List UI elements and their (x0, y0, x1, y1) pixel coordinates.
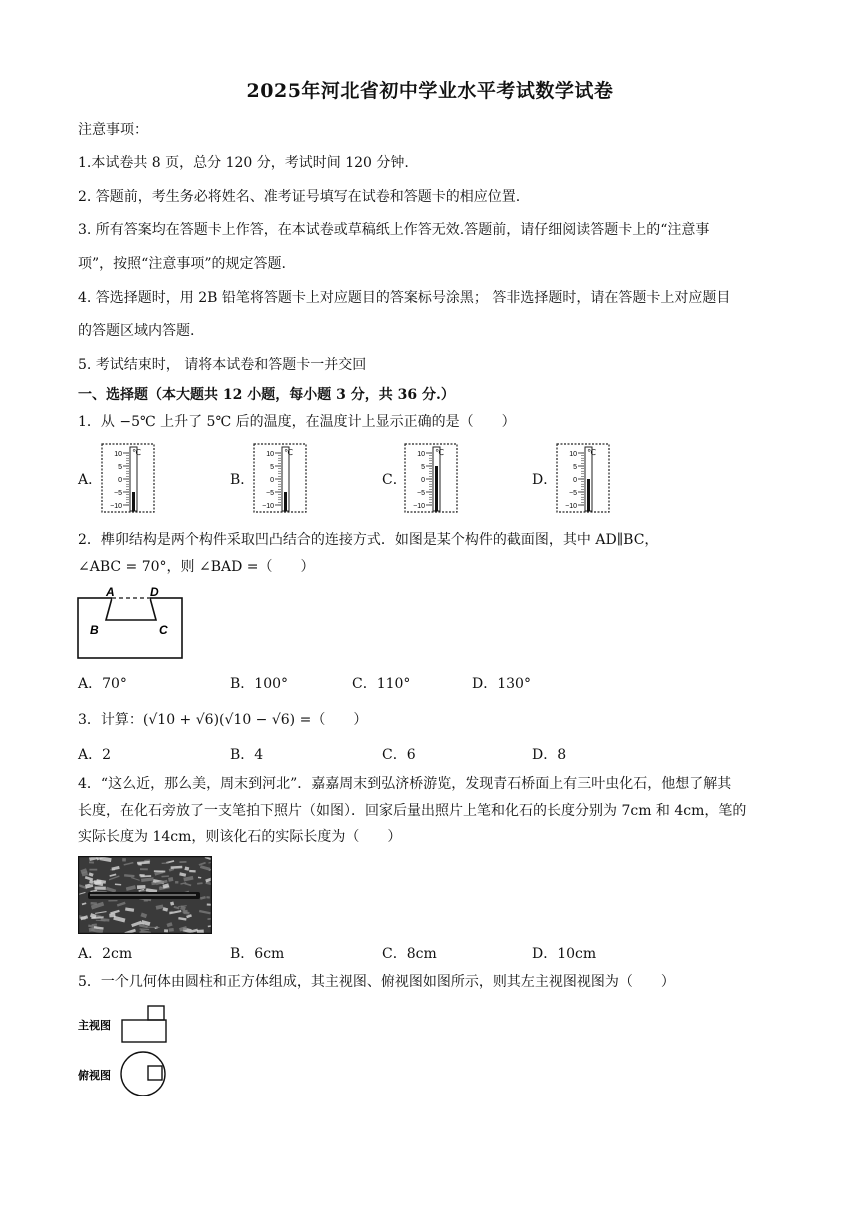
q2-option-a: A．70° (78, 676, 127, 692)
q3-option-b: B．4 (230, 747, 264, 763)
exam-title: 2025年河北省初中学业水平考试数学试卷 (246, 80, 614, 102)
section-heading: 一、选择题（本大题共 12 小题，每小题 3 分，共 36 分.） (78, 387, 455, 403)
notice-item-4: 4. 答选择题时，用 2B 铅笔将答题卡上对应题目的答案标号涂黑； 答非选择题时，请在答题卡上对应题目 (78, 290, 731, 306)
q4-stem-line3: 实际长度为 14cm，则该化石的实际长度为（ ） (78, 829, 402, 845)
thermometer-tick-label: 5 (573, 464, 577, 471)
q3-option-c: C．6 (382, 747, 416, 763)
q2-stem-line2: ∠ABC = 70°，则 ∠BAD =（ ） (78, 559, 315, 575)
notice-item-3-cont: 项”，按照“注意事项”的规定答题. (78, 256, 286, 272)
q1-thermometer-b (253, 443, 307, 513)
notice-item-1: 1.本试卷共 8 页，总分 120 分，考试时间 120 分钟. (78, 155, 409, 171)
stone-speck (89, 869, 97, 871)
notice-heading: 注意事项： (78, 122, 148, 138)
notice-item-3: 3. 所有答案均在答题卡上作答，在本试卷或草稿纸上作答无效.答题前，请仔细阅读答题卡上的“注意事 (78, 222, 710, 238)
q4-option-b: B．6cm (230, 946, 285, 962)
thermometer-frame (557, 444, 609, 512)
thermometer-tick-label: −10 (110, 503, 122, 510)
thermometer-tick-label: 10 (417, 451, 425, 458)
thermometer-tick-label: 10 (266, 451, 274, 458)
thermometer-frame (254, 444, 306, 512)
stone-speck (140, 868, 148, 870)
q5-top-view-label: 俯视图 (78, 1070, 111, 1082)
q4-option-a: A．2cm (78, 946, 133, 962)
q1-thermometer-d (556, 443, 610, 513)
stone-speck (154, 870, 165, 872)
thermometer-tick-label: −5 (569, 490, 577, 497)
q2-label-b: B (90, 623, 99, 637)
thermometer-tick-label: 0 (270, 477, 274, 484)
q4-option-d: D．10cm (532, 946, 597, 962)
q5-front-cylinder (122, 1020, 166, 1042)
q5-front-cube (148, 1006, 164, 1020)
thermometer-tick-label: −5 (417, 490, 425, 497)
stone-speck (137, 885, 146, 889)
q4-option-c: C．8cm (382, 946, 437, 962)
q4-stem-line2: 长度，在化石旁放了一支笔拍下照片（如图）．回家后量出照片上笔和化石的长度分别为 7cm 和 4cm，笔的 (78, 803, 747, 819)
thermometer-tick-label: −10 (262, 503, 274, 510)
thermometer-tick-label: 5 (118, 464, 122, 471)
q2-label-a: A (106, 585, 115, 599)
thermometer-frame (405, 444, 457, 512)
stone-speck (189, 870, 196, 873)
q2-label-d: D (150, 585, 159, 599)
thermometer-tick-label: −10 (565, 503, 577, 510)
thermometer-liquid (132, 492, 135, 511)
q3-option-a: A．2 (78, 747, 112, 763)
stone-speck (95, 886, 106, 889)
thermometer-liquid (435, 466, 438, 511)
stone-speck (139, 874, 144, 877)
stone-speck (89, 861, 94, 863)
thermometer-tick-label: 5 (270, 464, 274, 471)
thermometer-unit: ℃ (284, 448, 293, 457)
notice-item-4-cont: 的答题区域内答题. (78, 323, 195, 339)
stone-speck (108, 900, 117, 902)
stone-speck (122, 858, 126, 861)
q1-option-c-label: C． (382, 472, 407, 488)
stone-speck (179, 861, 186, 863)
q2-option-d: D．130° (472, 676, 531, 692)
thermometer-tick-label: 10 (114, 451, 122, 458)
q1-option-b-label: B． (230, 472, 255, 488)
q2-option-b: B．100° (230, 676, 289, 692)
thermometer-tick-label: −5 (114, 490, 122, 497)
thermometer-tick-label: 0 (118, 477, 122, 484)
thermometer-liquid (284, 492, 287, 511)
stone-speck (169, 928, 174, 932)
q4-fossil-photo (78, 856, 212, 934)
thermometer-tick-label: 10 (569, 451, 577, 458)
q5-stem: 5．一个几何体由圆柱和正方体组成，其主视图、俯视图如图所示，则其左主视图视图为（ ） (78, 974, 675, 990)
thermometer-tick-label: −10 (413, 503, 425, 510)
thermometer-unit: ℃ (132, 448, 141, 457)
q4-stem-line1: 4．“这么近，那么美，周末到河北”．嘉嘉周末到弘济桥游览，发现青石桥面上有三叶虫化石，他想了解其 (78, 776, 732, 792)
q1-stem: 1．从 −5℃ 上升了 5℃ 后的温度，在温度计上显示正确的是（ ） (78, 414, 516, 430)
q5-front-view-label: 主视图 (78, 1020, 111, 1032)
notice-item-5: 5. 考试结束时， 请将本试卷和答题卡一并交回 (78, 357, 367, 373)
q1-option-a-label: A． (78, 472, 103, 488)
q2-option-c: C．110° (352, 676, 411, 692)
q2-label-c: C (159, 623, 168, 637)
stone-speck (206, 896, 210, 899)
q2-figure (76, 584, 186, 662)
stone-speck (175, 881, 178, 884)
q1-thermometer-c (404, 443, 458, 513)
thermometer-tick-label: 0 (573, 477, 577, 484)
thermometer-tick-label: −5 (266, 490, 274, 497)
q1-thermometer-a (101, 443, 155, 513)
thermometer-unit: ℃ (435, 448, 444, 457)
thermometer-tick-label: 0 (421, 477, 425, 484)
q5-top-square (148, 1066, 162, 1080)
notice-item-2: 2. 答题前，考生务必将姓名、准考证号填写在试卷和答题卡的相应位置. (78, 189, 521, 205)
thermometer-tick-label: 5 (421, 464, 425, 471)
thermometer-liquid (587, 479, 590, 511)
stone-speck (164, 929, 168, 932)
thermometer-frame (102, 444, 154, 512)
thermometer-unit: ℃ (587, 448, 596, 457)
stone-speck (183, 910, 188, 913)
q2-stem-line1: 2．榫卯结构是两个构件采取凹凸结合的连接方式．如图是某个构件的截面图，其中 AD∥BC， (78, 532, 659, 548)
q5-views-figure (76, 1000, 186, 1096)
q1-option-d-label: D． (532, 472, 558, 488)
q3-stem: 3．计算：(√10 + √6)(√10 − √6) =（ ） (78, 712, 368, 728)
q3-option-d: D．8 (532, 747, 567, 763)
q2-notch (106, 598, 156, 620)
q5-top-circle (121, 1052, 165, 1096)
